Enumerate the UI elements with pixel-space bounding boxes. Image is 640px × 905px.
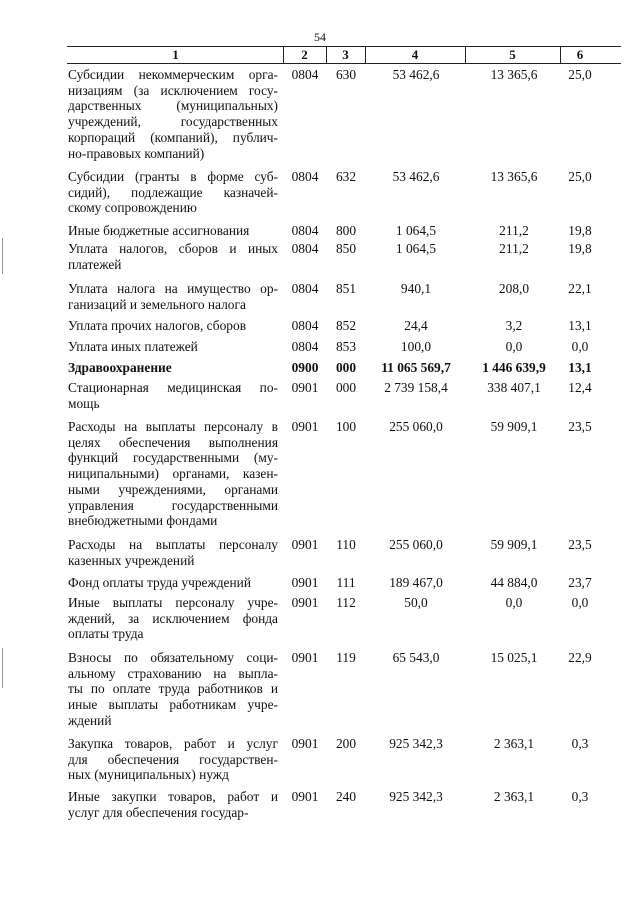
- section-code: 0804: [291, 241, 319, 256]
- percent-executed: 0,0: [571, 595, 589, 610]
- row-description: [68, 380, 278, 411]
- row-description: [68, 736, 278, 783]
- row-description: [68, 223, 278, 239]
- actual-amount: 13 365,6: [490, 67, 538, 82]
- description-line: Уплата иных платежей: [68, 339, 198, 354]
- section-code: 0804: [291, 318, 319, 333]
- description-line: сидий), подлежащие казначей-: [68, 184, 278, 200]
- actual-amount: 208,0: [498, 281, 530, 296]
- description-line: скому сопровождению: [68, 200, 197, 216]
- description-line: Фонд оплаты труда учреждений: [68, 575, 252, 590]
- row-description: [68, 241, 278, 272]
- percent-executed: 13,1: [568, 318, 592, 333]
- plan-amount: 255 060,0: [389, 537, 443, 552]
- row-description: [68, 537, 278, 568]
- description-line: низациям (за исключением госу-: [68, 82, 278, 98]
- description-line: Субсидии (гранты в форме суб-: [68, 169, 278, 184]
- actual-amount: 0,0: [505, 595, 523, 610]
- header-col-1: 1: [172, 47, 179, 62]
- header-col-4: 4: [411, 47, 419, 62]
- description-line: для обеспечения государствен-: [68, 751, 278, 767]
- actual-amount: 59 909,1: [490, 419, 538, 434]
- actual-amount: 1 446 639,9: [482, 360, 546, 375]
- actual-amount: 338 407,1: [487, 380, 541, 395]
- plan-amount: 50,0: [404, 595, 428, 610]
- expense-type-code: 632: [335, 169, 357, 184]
- section-code: 0804: [291, 339, 319, 354]
- description-line: мощь: [68, 395, 100, 411]
- margin-mark: [2, 238, 3, 274]
- description-line: корпораций (компаний), публич-: [68, 129, 278, 145]
- expense-type-code: 850: [335, 241, 357, 256]
- description-line: управления государственными: [68, 497, 278, 513]
- header-col-3: 3: [342, 47, 349, 62]
- plan-amount: 100,0: [400, 339, 432, 354]
- plan-amount: 24,4: [404, 318, 428, 333]
- plan-amount: 53 462,6: [392, 67, 440, 82]
- description-line: ты по оплате труда работников и: [68, 681, 278, 697]
- description-line: Уплата налога на имущество ор-: [68, 281, 278, 296]
- percent-executed: 0,0: [571, 339, 589, 354]
- expense-type-code: 853: [335, 339, 357, 354]
- percent-executed: 22,1: [568, 281, 592, 296]
- description-line: ными учреждениями, органами: [68, 481, 278, 497]
- margin-mark: [2, 648, 3, 688]
- description-line: Взносы по обязательному соци-: [68, 650, 278, 665]
- percent-executed: 12,4: [568, 380, 592, 395]
- actual-amount: 44 884,0: [490, 575, 538, 590]
- expense-type-code: 100: [335, 419, 357, 434]
- row-description: [68, 595, 278, 642]
- description-line: Здравоохранение: [68, 360, 172, 375]
- plan-amount: 189 467,0: [389, 575, 443, 590]
- percent-executed: 19,8: [568, 241, 592, 256]
- expense-type-code: 000: [335, 380, 357, 395]
- section-code: 0901: [291, 380, 319, 395]
- actual-amount: 2 363,1: [493, 736, 535, 751]
- description-line: Стационарная медицинская по-: [68, 380, 278, 395]
- description-line: ганизаций и земельного налога: [68, 296, 246, 312]
- section-code: 0901: [291, 419, 319, 434]
- row-description: [68, 339, 278, 355]
- plan-amount: 53 462,6: [392, 169, 440, 184]
- expense-type-code: 119: [336, 650, 356, 665]
- plan-amount: 2 739 158,4: [384, 380, 448, 395]
- percent-executed: 19,8: [568, 223, 592, 238]
- percent-executed: 25,0: [568, 67, 592, 82]
- page-number: 54: [314, 30, 326, 44]
- section-code: 0804: [291, 281, 319, 296]
- row-description: [68, 318, 278, 334]
- expense-type-code: 240: [335, 789, 357, 804]
- row-description: [68, 169, 278, 216]
- expense-type-code: 800: [335, 223, 357, 238]
- expense-type-code: 630: [335, 67, 357, 82]
- actual-amount: 2 363,1: [493, 789, 535, 804]
- actual-amount: 211,2: [499, 223, 529, 238]
- section-code: 0900: [291, 360, 319, 375]
- plan-amount: 925 342,3: [389, 789, 443, 804]
- plan-amount: 940,1: [400, 281, 432, 296]
- row-description: [68, 650, 278, 729]
- row-description: [68, 419, 278, 529]
- actual-amount: 3,2: [505, 318, 523, 333]
- description-line: альному страхованию на выпла-: [68, 665, 278, 681]
- description-line: дарственных (муниципальных): [68, 98, 278, 114]
- section-code: 0901: [291, 595, 319, 610]
- row-description: [68, 789, 278, 820]
- description-line: ждений, за исключением фонда: [68, 610, 278, 626]
- percent-executed: 23,7: [568, 575, 592, 590]
- percent-executed: 0,3: [571, 736, 589, 751]
- percent-executed: 25,0: [568, 169, 592, 184]
- description-line: услуг для обеспечения государ-: [68, 804, 249, 820]
- section-code: 0901: [291, 537, 319, 552]
- description-line: ных (муниципальных) нужд: [68, 767, 229, 783]
- percent-executed: 13,1: [568, 360, 592, 375]
- actual-amount: 211,2: [499, 241, 529, 256]
- description-line: платежей: [68, 256, 122, 272]
- plan-amount: 1 064,5: [395, 241, 437, 256]
- actual-amount: 0,0: [505, 339, 523, 354]
- percent-executed: 23,5: [568, 537, 592, 552]
- expense-type-code: 111: [336, 575, 356, 590]
- description-line: оплаты труда: [68, 626, 144, 642]
- expense-type-code: 851: [335, 281, 357, 296]
- description-line: Уплата прочих налогов, сборов: [68, 318, 247, 333]
- description-line: иные выплаты работникам учре-: [68, 697, 278, 713]
- actual-amount: 59 909,1: [490, 537, 538, 552]
- expense-type-code: 110: [336, 537, 356, 552]
- description-line: ниципальными) органами, казен-: [68, 466, 278, 482]
- percent-executed: 22,9: [568, 650, 592, 665]
- section-code: 0804: [291, 169, 319, 184]
- description-line: Расходы на выплаты персоналу: [68, 537, 278, 552]
- description-line: ждений: [68, 712, 112, 728]
- plan-amount: 1 064,5: [395, 223, 437, 238]
- section-code: 0901: [291, 736, 319, 751]
- percent-executed: 0,3: [571, 789, 589, 804]
- description-line: Расходы на выплаты персоналу в: [68, 419, 278, 434]
- expense-type-code: 200: [335, 736, 357, 751]
- description-line: Уплата налогов, сборов и иных: [68, 241, 278, 256]
- plan-amount: 255 060,0: [389, 419, 443, 434]
- row-description: [68, 67, 278, 161]
- section-code: 0901: [291, 575, 319, 590]
- section-code: 0901: [291, 789, 319, 804]
- description-line: казенных учреждений: [68, 552, 195, 568]
- description-line: но-правовых компаний): [68, 145, 205, 161]
- plan-amount: 925 342,3: [389, 736, 443, 751]
- row-description: [68, 575, 278, 591]
- description-line: Иные бюджетные ассигнования: [68, 223, 250, 238]
- header-bottom-rule: [67, 63, 621, 64]
- expense-type-code: 112: [336, 595, 356, 610]
- row-description: [68, 360, 278, 376]
- section-code: 0804: [291, 67, 319, 82]
- row-description: [68, 281, 278, 312]
- description-line: Иные выплаты персоналу учре-: [68, 595, 278, 610]
- description-line: Закупка товаров, работ и услуг: [68, 736, 278, 751]
- description-line: функций государственными (му-: [68, 450, 278, 466]
- section-code: 0901: [291, 650, 319, 665]
- percent-executed: 23,5: [568, 419, 592, 434]
- header-col-5: 5: [509, 47, 516, 62]
- plan-amount: 11 065 569,7: [381, 360, 451, 375]
- description-line: учреждений, государственных: [68, 114, 278, 130]
- description-line: Иные закупки товаров, работ и: [68, 789, 278, 804]
- description-line: целях обеспечения выполнения: [68, 434, 278, 450]
- expense-type-code: 000: [335, 360, 357, 375]
- actual-amount: 15 025,1: [490, 650, 538, 665]
- plan-amount: 65 543,0: [392, 650, 440, 665]
- section-code: 0804: [291, 223, 319, 238]
- actual-amount: 13 365,6: [490, 169, 538, 184]
- description-line: внебюджетными фондами: [68, 513, 218, 529]
- description-line: Субсидии некоммерческим орга-: [68, 67, 278, 82]
- header-col-2: 2: [301, 47, 308, 62]
- header-col-6: 6: [576, 47, 584, 62]
- expense-type-code: 852: [335, 318, 357, 333]
